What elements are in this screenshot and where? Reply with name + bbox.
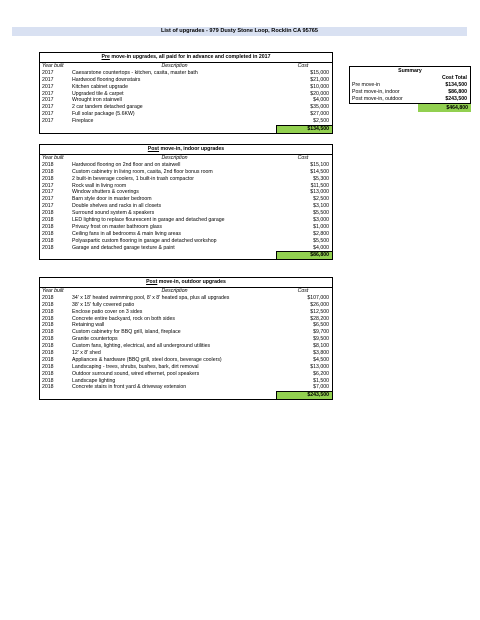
year-cell: 2017	[42, 76, 54, 83]
table-row	[40, 162, 332, 169]
year-cell: 2017	[42, 97, 54, 104]
year-cell: 2018	[42, 223, 54, 230]
year-cell: 2018	[42, 322, 54, 329]
description-column-header: Description	[161, 63, 188, 69]
cost-cell: $5,300	[313, 175, 329, 182]
year-cell: 2017	[42, 111, 54, 118]
description-cell: Surround sound system & speakers	[72, 210, 155, 217]
year-cell: 2017	[42, 104, 54, 111]
year-column-header: Year built	[42, 155, 64, 161]
description-cell: Wrought iron stairwell	[72, 97, 122, 104]
cost-cell: $6,500	[313, 322, 329, 329]
cost-cell: $28,200	[310, 315, 329, 322]
pre-move-in-table	[39, 52, 333, 134]
description-cell: Window shutters & coverings	[72, 189, 139, 196]
year-cell: 2018	[42, 237, 54, 244]
table-row	[40, 183, 332, 190]
year-cell: 2018	[42, 230, 54, 237]
table-rows	[40, 162, 332, 252]
cost-column-header: Cost	[297, 288, 309, 294]
summary-value: $243,500	[445, 96, 467, 102]
table-row	[40, 104, 332, 111]
description-cell: Retaining wall	[72, 322, 105, 329]
year-cell: 2018	[42, 343, 54, 350]
summary-row	[350, 82, 470, 89]
year-cell: 2018	[42, 175, 54, 182]
table-row	[40, 336, 332, 343]
table-row	[40, 189, 332, 196]
cost-cell: $20,000	[310, 90, 329, 97]
summary-rows	[350, 82, 470, 103]
cost-column-header: Cost	[297, 155, 309, 161]
cost-cell: $4,000	[313, 244, 329, 251]
summary-label: Pre move-in	[352, 82, 380, 88]
column-header-row	[40, 288, 332, 295]
section-header-suffix: move-in upgrades, all paid for in advance and completed in 2017	[109, 54, 271, 60]
cost-cell: $15,000	[310, 69, 329, 76]
description-cell: 2 car tandem detached garage	[72, 104, 143, 111]
description-cell: Caesarstone countertops - kitchen, casita, master bath	[72, 69, 198, 76]
description-cell: Concrete entire backyard, rock on both sides	[72, 315, 175, 322]
table-row	[40, 371, 332, 378]
year-cell: 2018	[42, 217, 54, 224]
year-cell: 2018	[42, 384, 54, 391]
year-cell: 2018	[42, 350, 54, 357]
section-header-prefix: Post	[147, 146, 160, 152]
year-cell: 2018	[42, 301, 54, 308]
description-cell: Fireplace	[72, 118, 94, 125]
table-row	[40, 322, 332, 329]
description-cell: Kitchen cabinet upgrade	[72, 83, 128, 90]
cost-cell: $10,000	[310, 83, 329, 90]
cost-cell: $9,700	[313, 329, 329, 336]
section-header	[40, 278, 332, 288]
table-row	[40, 384, 332, 391]
table-row	[40, 77, 332, 84]
description-cell: Outdoor surround sound, wired ethernet, pool speakers	[72, 370, 200, 377]
description-cell: Barn style door in master bedroom	[72, 196, 152, 203]
cost-cell: $13,000	[310, 363, 329, 370]
year-cell: 2017	[42, 196, 54, 203]
year-cell: 2018	[42, 210, 54, 217]
year-cell: 2018	[42, 363, 54, 370]
section-header-suffix: move-in, outdoor upgrades	[157, 279, 226, 285]
table-row	[40, 97, 332, 104]
table-rows	[40, 295, 332, 391]
summary-label: Post move-in, outdoor	[352, 96, 403, 102]
year-cell: 2018	[42, 308, 54, 315]
section-total: $86,800	[276, 251, 332, 259]
cost-cell: $2,500	[313, 196, 329, 203]
table-row	[40, 231, 332, 238]
section-total: $243,500	[276, 391, 332, 399]
description-cell: 2 built-in beverage coolers, 1 built-in trash compactor	[72, 175, 194, 182]
table-row	[40, 176, 332, 183]
cost-cell: $2,500	[313, 118, 329, 125]
section-total: $134,500	[276, 125, 332, 133]
summary-total: $464,800	[418, 104, 471, 112]
summary-value: $134,500	[445, 82, 467, 88]
description-cell: Upgraded tile & carpet	[72, 90, 124, 97]
cost-cell: $12,500	[310, 308, 329, 315]
year-cell: 2017	[42, 182, 54, 189]
year-cell: 2018	[42, 168, 54, 175]
cost-cell: $5,500	[313, 237, 329, 244]
description-cell: Concrete stairs in front yard & driveway extension	[72, 384, 187, 391]
description-cell: 12' x 8' shed	[72, 350, 101, 357]
table-row	[40, 350, 332, 357]
section-header-prefix: Pre	[101, 54, 110, 60]
description-cell: Full solar package (5.6KW)	[72, 111, 135, 118]
table-row	[40, 224, 332, 231]
description-cell: Privacy frost on master bathroom glass	[72, 223, 162, 230]
cost-cell: $14,500	[310, 168, 329, 175]
section-header	[40, 53, 332, 63]
table-row	[40, 70, 332, 77]
table-row	[40, 245, 332, 252]
cost-cell: $2,800	[313, 230, 329, 237]
description-cell: Appliances & hardware (BBQ grill, steel doors, beverage coolers)	[72, 356, 222, 363]
description-cell: 34' x 18' heated swimming pool, 8' x 8' heated spa, plus all upgrades	[72, 294, 230, 301]
table-row	[40, 329, 332, 336]
table-row	[40, 217, 332, 224]
table-row	[40, 302, 332, 309]
description-cell: Hardwood flooring on 2nd floor and on stairwell	[72, 161, 181, 168]
description-cell: Landscaping - trees, shrubs, bushes, bark, dirt removal	[72, 363, 199, 370]
description-cell: Custom cabinetry in living room, casita, 2nd floor bonus room	[72, 168, 213, 175]
year-cell: 2018	[42, 294, 54, 301]
table-row	[40, 343, 332, 350]
description-cell: Hardwood flooring downstairs	[72, 76, 141, 83]
cost-cell: $3,000	[313, 217, 329, 224]
cost-cell: $21,000	[310, 76, 329, 83]
year-cell: 2017	[42, 69, 54, 76]
year-cell: 2018	[42, 315, 54, 322]
table-rows	[40, 70, 332, 125]
table-row	[40, 203, 332, 210]
year-cell: 2018	[42, 356, 54, 363]
page-title: List of upgrades - 979 Dusty Stone Loop, Rocklin CA 95765	[12, 27, 467, 36]
year-cell: 2018	[42, 377, 54, 384]
table-row	[40, 295, 332, 302]
description-cell: Custom cabinetry for BBQ grill, island, fireplace	[72, 329, 181, 336]
cost-cell: $35,000	[310, 104, 329, 111]
description-cell: Enclose patio cover on 3 sides	[72, 308, 143, 315]
table-row	[40, 357, 332, 364]
description-cell: Double shelves and racks in all closets	[72, 203, 162, 210]
description-column-header: Description	[161, 288, 188, 294]
description-cell: Landscape lighting	[72, 377, 116, 384]
year-column-header: Year built	[42, 288, 64, 294]
summary-table	[349, 66, 471, 112]
table-row	[40, 378, 332, 385]
description-cell: Custom fans, lighting, electrical, and all underground utilities	[72, 343, 211, 350]
summary-row	[350, 96, 470, 103]
cost-cell: $27,000	[310, 111, 329, 118]
cost-cell: $9,500	[313, 336, 329, 343]
year-cell: 2017	[42, 189, 54, 196]
description-cell: Rock wall in living room	[72, 182, 127, 189]
year-cell: 2018	[42, 244, 54, 251]
total-row	[40, 391, 332, 399]
cost-cell: $7,000	[313, 384, 329, 391]
year-cell: 2017	[42, 83, 54, 90]
summary-row	[350, 89, 470, 96]
cost-cell: $11,500	[310, 182, 329, 189]
year-cell: 2018	[42, 370, 54, 377]
year-cell: 2017	[42, 118, 54, 125]
summary-label: Post move-in, indoor	[352, 89, 400, 95]
table-row	[40, 238, 332, 245]
cost-cell: $5,500	[313, 210, 329, 217]
cost-cell: $13,000	[310, 189, 329, 196]
description-cell: 38' x 15' fully covered patio	[72, 301, 135, 308]
table-row	[40, 91, 332, 98]
cost-column-header: Cost	[297, 63, 309, 69]
cost-cell: $107,000	[307, 294, 329, 301]
table-row	[40, 169, 332, 176]
year-column-header: Year built	[42, 63, 64, 69]
cost-cell: $1,500	[313, 377, 329, 384]
cost-cell: $4,000	[313, 97, 329, 104]
total-row	[40, 125, 332, 133]
post-move-in-outdoor-table	[39, 277, 333, 400]
cost-cell: $26,000	[310, 301, 329, 308]
table-row	[40, 84, 332, 91]
summary-column-header: Cost Total	[442, 75, 467, 81]
table-row	[40, 210, 332, 217]
post-move-in-indoor-table	[39, 144, 333, 260]
summary-box	[349, 66, 471, 104]
cost-cell: $4,500	[313, 356, 329, 363]
description-cell: LED lighting to replace flourescent in garage and detached garage	[72, 217, 225, 224]
description-cell: Polyaspartic custom flooring in garage and detached workshop	[72, 237, 217, 244]
cost-cell: $8,100	[313, 343, 329, 350]
description-cell: Granite countertops	[72, 336, 118, 343]
cost-cell: $3,100	[313, 203, 329, 210]
year-cell: 2017	[42, 90, 54, 97]
summary-title: Summary	[398, 68, 422, 74]
year-cell: 2018	[42, 161, 54, 168]
table-row	[40, 118, 332, 125]
year-cell: 2018	[42, 329, 54, 336]
description-cell: Ceiling fans in all bedrooms & main living areas	[72, 230, 181, 237]
section-header	[40, 145, 332, 155]
year-cell: 2017	[42, 203, 54, 210]
year-cell: 2018	[42, 336, 54, 343]
cost-cell: $3,800	[313, 350, 329, 357]
summary-value: $86,800	[448, 89, 467, 95]
table-row	[40, 111, 332, 118]
column-header-row	[40, 63, 332, 70]
cost-cell: $6,200	[313, 370, 329, 377]
table-row	[40, 316, 332, 323]
total-row	[40, 251, 332, 259]
section-header-suffix: move-in, indoor upgrades	[159, 146, 225, 152]
description-cell: Garage and detached garage texture & paint	[72, 244, 175, 251]
table-row	[40, 196, 332, 203]
cost-cell: $15,100	[310, 161, 329, 168]
section-header-prefix: Post	[146, 279, 158, 285]
column-header-row	[40, 155, 332, 162]
cost-cell: $1,000	[313, 223, 329, 230]
table-row	[40, 309, 332, 316]
description-column-header: Description	[161, 155, 188, 161]
table-row	[40, 364, 332, 371]
